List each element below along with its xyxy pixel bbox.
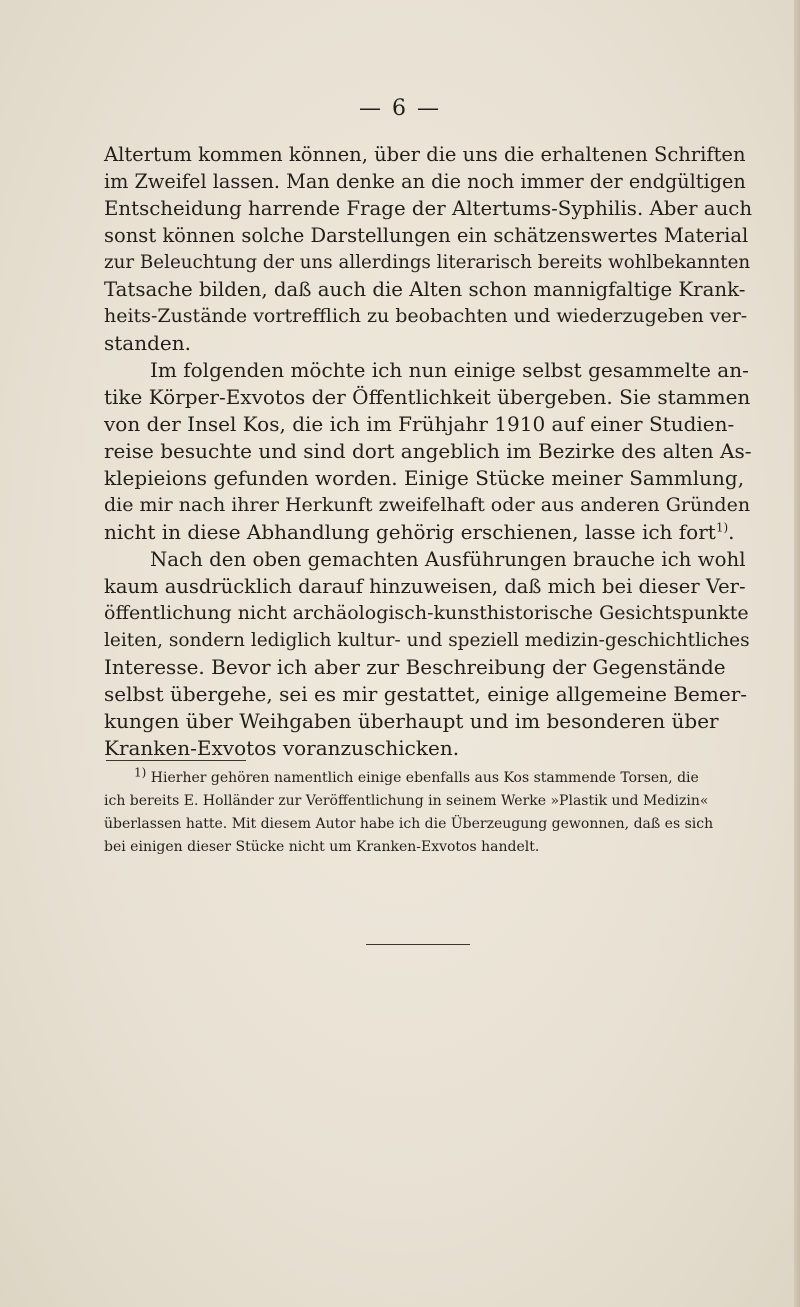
page-edge-shadow [794, 0, 800, 1307]
text-line-with-footnote [104, 519, 752, 546]
text-line: Im folgenden möchte ich nun einige selbst gesammelte an- [150, 358, 749, 382]
text-line: leiten, sondern lediglich kultur- und speziell medizin-geschichtliches [104, 630, 750, 651]
text-line: Altertum kommen können, über die uns die erhaltenen Schriften [104, 143, 746, 166]
footnote-line: überlassen hatte. Mit diesem Autor habe ich die Überzeugung gewonnen, daß es sich [104, 816, 714, 832]
footnote-marker: 1) [134, 765, 147, 780]
text-line: öffentlichung nicht archäologisch-kunsthistorische Gesichtspunkte [104, 602, 749, 624]
page-number: — 6 — [359, 96, 441, 121]
footnote-reference[interactable]: 1) [715, 520, 729, 535]
footnote-divider [106, 760, 246, 761]
section-end-rule [366, 944, 470, 945]
text-line: Nach den oben gemachten Ausführungen brauche ich wohl [150, 548, 746, 571]
text-line: tike Körper-Exvotos der Öffentlichkeit übergeben. Sie stammen [104, 385, 751, 409]
body-text [104, 141, 752, 762]
text-line: Entscheidung harrende Frage der Altertums-Syphilis. Aber auch [104, 197, 753, 220]
footnote-line: ich bereits E. Holländer zur Veröffentlichung in seinem Werke »Plastik und Medizin« [104, 793, 709, 809]
paragraph-3 [104, 546, 752, 762]
paragraph-1 [104, 141, 752, 357]
text-line: Tatsache bilden, daß auch die Alten schon mannigfaltige Krank- [104, 278, 746, 301]
text-line: standen. [104, 331, 191, 355]
text-segment: . [728, 520, 735, 544]
text-line: Kranken-Exvotos voranzuschicken. [104, 736, 460, 760]
text-line: im Zweifel lassen. Man denke an die noch immer der endgültigen [104, 170, 746, 193]
text-line: zur Beleuchtung der uns allerdings literarisch bereits wohlbekannten [104, 252, 751, 273]
footnote-line [104, 767, 754, 790]
paragraph-2 [104, 357, 752, 546]
footnote [104, 767, 754, 859]
text-line: reise besuchte und sind dort angeblich im Bezirke des alten As- [104, 439, 752, 463]
text-line: sonst können solche Darstellungen ein schätzenswertes Material [104, 224, 749, 247]
text-line: heits-Zustände vortrefflich zu beobachten und wiederzugeben ver- [104, 305, 748, 327]
text-line: selbst übergehe, sei es mir gestattet, einige allgemeine Bemer- [104, 682, 748, 706]
text-line: kungen über Weihgaben überhaupt und im besonderen über [104, 709, 719, 733]
text-line: klepieions gefunden worden. Einige Stücke meiner Sammlung, [104, 466, 745, 490]
text-segment: nicht in diese Abhandlung gehörig erschienen, lasse ich fort [104, 520, 716, 544]
text-line: Interesse. Bevor ich aber zur Beschreibung der Gegenstände [104, 655, 726, 679]
text-line: kaum ausdrücklich darauf hinzuweisen, daß mich bei dieser Ver- [104, 575, 746, 598]
footnote-line: bei einigen dieser Stücke nicht um Kranken-Exvotos handelt. [104, 839, 540, 855]
text-line: die mir nach ihrer Herkunft zweifelhaft oder aus anderen Gründen [104, 494, 751, 516]
text-line: von der Insel Kos, die ich im Frühjahr 1910 auf einer Studien- [104, 412, 735, 436]
footnote-text: Hierher gehören namentlich einige ebenfalls aus Kos stammende Torsen, die [150, 770, 699, 786]
